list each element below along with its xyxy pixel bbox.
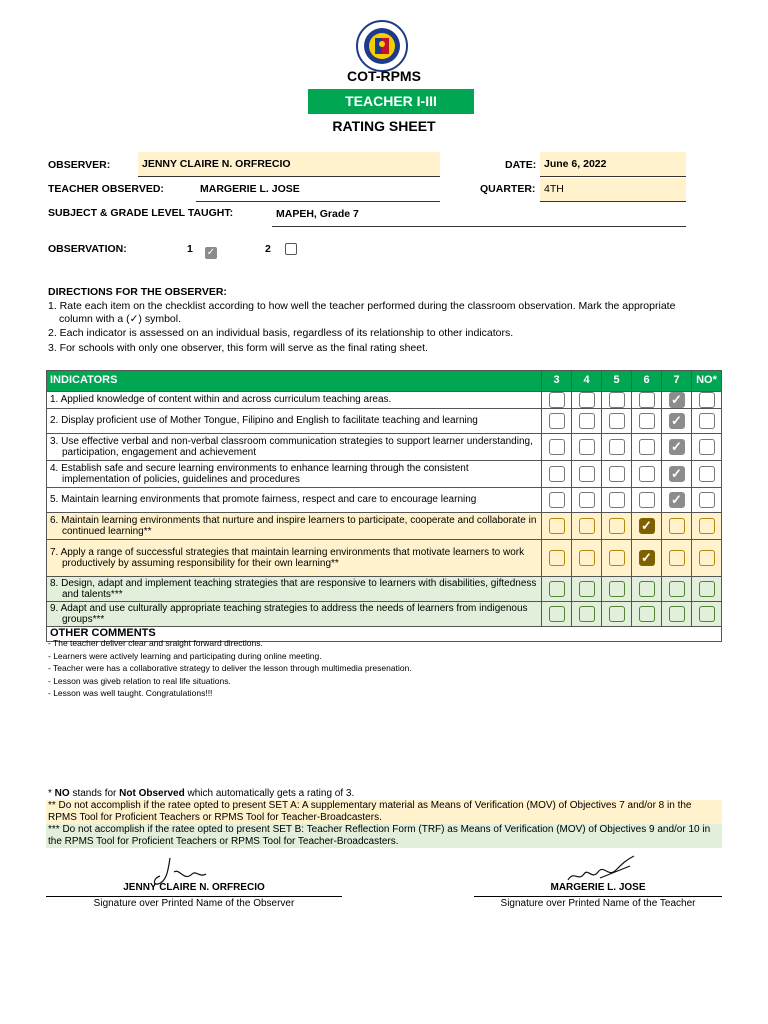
rating-cell[interactable] [662,488,692,513]
indicator-row [47,434,722,461]
rating-cell[interactable] [692,602,722,627]
rating-cell[interactable] [542,392,572,409]
rating-checkbox[interactable] [699,466,715,482]
col-header-7: 7 [662,371,692,392]
rating-cell[interactable] [692,392,722,409]
indicator-row [47,602,722,627]
rating-checkbox[interactable] [699,550,715,566]
rating-checkbox[interactable] [579,439,595,455]
quarter-label: QUARTER: [480,183,536,195]
check-icon[interactable]: ✓ [669,492,685,508]
rating-checkbox[interactable] [639,606,655,622]
rating-checkbox[interactable] [579,466,595,482]
deped-seal-logo [356,20,408,72]
rating-cell[interactable] [602,540,632,577]
comment-line: - Teacher were has a collaborative strategy to deliver the lesson through multimedia presenation. [48,663,412,673]
check-icon[interactable]: ✓ [639,550,655,566]
rating-cell[interactable] [602,513,632,540]
col-header-5: 5 [602,371,632,392]
observation-label: OBSERVATION: [48,243,127,255]
rating-cell[interactable] [692,513,722,540]
rating-cell[interactable] [692,488,722,513]
rating-cell[interactable] [542,577,572,602]
comment-line: - Lesson was giveb relation to real life situations. [48,675,231,686]
rating-checkbox[interactable] [669,606,685,622]
rating-checkbox[interactable] [639,392,655,408]
indicator-row [47,540,722,577]
rating-cell[interactable] [692,409,722,434]
rating-cell[interactable] [542,409,572,434]
rating-cell[interactable] [632,577,662,602]
observer-field[interactable]: JENNY CLAIRE N. ORFRECIO [138,152,440,177]
rating-cell[interactable] [602,434,632,461]
rating-checkbox[interactable] [699,518,715,534]
col-header-3: 3 [542,371,572,392]
rating-checkbox[interactable] [609,518,625,534]
indicator-row [47,513,722,540]
observer-printed-name: JENNY CLAIRE N. ORFRECIO [123,882,265,893]
indicator-row [47,577,722,602]
rating-cell[interactable] [662,577,692,602]
rating-checkbox[interactable] [549,392,565,408]
form-title: COT-RPMS [347,68,421,84]
rating-checkbox[interactable] [669,581,685,597]
rating-sheet-title: RATING SHEET [332,118,436,134]
indicator-text: 7. Apply a range of successful strategies that maintain learning environments that motivate learners to work productively by assuming responsibility for their own learning** [50,546,525,569]
footnotes [46,788,722,848]
indicator-row [47,392,722,409]
date-field[interactable]: June 6, 2022 [540,152,686,177]
direction-item: 3. For schools with only one observer, this form will serve as the final rating sheet. [48,342,428,354]
rating-checkbox[interactable] [609,466,625,482]
check-icon[interactable]: ✓ [669,392,685,408]
rating-cell[interactable] [572,540,602,577]
rating-checkbox[interactable] [549,550,565,566]
direction-item: 2. Each indicator is assessed on an individual basis, regardless of its relationship to other indicators. [48,326,514,339]
rating-cell[interactable] [572,513,602,540]
rating-cell[interactable] [542,602,572,627]
rating-checkbox[interactable] [609,439,625,455]
rating-checkbox[interactable] [549,492,565,508]
rating-checkbox[interactable] [639,581,655,597]
rating-checkbox[interactable] [699,392,715,408]
rating-cell[interactable] [542,434,572,461]
rating-checkbox[interactable] [579,518,595,534]
rating-cell[interactable] [602,409,632,434]
indicator-row [47,461,722,488]
rating-checkbox[interactable] [549,466,565,482]
rating-checkbox[interactable] [549,518,565,534]
rating-cell[interactable] [692,540,722,577]
rating-cell[interactable] [602,577,632,602]
directions-section [48,286,688,356]
rating-checkbox[interactable] [699,413,715,429]
check-icon[interactable]: ✓ [669,413,685,429]
rating-cell[interactable] [572,434,602,461]
rating-checkbox[interactable] [609,413,625,429]
footnote-set-a: ** Do not accomplish if the ratee opted to present SET A: A supplementary material as Means of Verification (MOV) of Objectives 7 and/or 8 in the RPMS Tool for Proficient Teachers or RPMS Tool for Teacher-Broadcasters. [46,800,722,824]
rating-checkbox[interactable] [579,392,595,408]
rating-checkbox[interactable] [549,606,565,622]
rating-cell[interactable] [662,409,692,434]
teacher-observed-field[interactable]: MARGERIE L. JOSE [196,178,440,202]
subject-label: SUBJECT & GRADE LEVEL TAUGHT: [48,207,234,219]
date-label: DATE: [505,159,537,171]
footnote-no: * NO stands for Not Observed which automatically gets a rating of 3. [48,788,355,799]
observation-1-label: 1 [187,243,193,255]
rating-checkbox[interactable] [639,492,655,508]
footnote-set-b: *** Do not accomplish if the ratee opted to present SET B: Teacher Reflection Form (TRF) as Means of Verification (MOV) of Objectives 9 and/or 10 in the RPMS Tool for Proficient Teachers or RPMS Tool for Teacher-Broadcasters. [46,824,722,848]
rating-checkbox[interactable] [639,439,655,455]
rating-cell[interactable] [542,461,572,488]
subject-field[interactable]: MAPEH, Grade 7 [272,203,686,227]
rating-checkbox[interactable] [579,413,595,429]
rating-cell[interactable] [692,434,722,461]
teacher-observed-label: TEACHER OBSERVED: [48,183,164,195]
rating-cell[interactable] [662,540,692,577]
check-icon[interactable]: ✓ [669,466,685,482]
check-icon[interactable]: ✓ [639,518,655,534]
rating-checkbox[interactable] [699,439,715,455]
rating-checkbox[interactable] [579,550,595,566]
observation-2-checkbox[interactable] [285,242,297,260]
rating-cell[interactable] [632,602,662,627]
observer-label: OBSERVER: [48,159,111,171]
indicator-text: 3. Use effective verbal and non-verbal classroom communication strategies to support learner understanding, participation, engagement and achievement [50,435,533,458]
teacher-level-banner: TEACHER I-III [308,89,474,114]
rating-cell[interactable] [662,434,692,461]
rating-cell[interactable] [542,488,572,513]
rating-checkbox[interactable] [609,606,625,622]
rating-cell[interactable] [662,392,692,409]
rating-checkbox[interactable] [579,606,595,622]
observation-2-label: 2 [265,243,271,255]
indicator-text: 1. Applied knowledge of content within and across curriculum teaching areas. [50,394,392,406]
rating-checkbox[interactable] [639,413,655,429]
rating-checkbox[interactable] [549,439,565,455]
rating-cell[interactable] [632,392,662,409]
comment-line: - The teacher deliver clear and sraight forward directions. [48,638,263,648]
direction-item: 1. Rate each item on the checklist according to how well the teacher performed during the classroom observation. Mark the appropriate column with a (✓) symbol. [48,299,676,325]
rating-checkbox[interactable] [609,581,625,597]
rating-cell[interactable] [572,409,602,434]
rating-checkbox[interactable] [669,518,685,534]
rating-checkbox[interactable] [549,581,565,597]
rating-cell[interactable] [602,461,632,488]
rating-cell[interactable] [632,461,662,488]
observer-signature-caption: Signature over Printed Name of the Observer [46,896,342,909]
comment-line: - Lesson was well taught. Congratulations!!! [48,688,213,698]
rating-checkbox[interactable] [669,550,685,566]
rating-cell[interactable] [572,392,602,409]
indicator-row [47,409,722,434]
col-header-6: 6 [632,371,662,392]
indicator-text: 5. Maintain learning environments that promote fairness, respect and care to encourage learning [50,494,477,506]
indicator-text: 6. Maintain learning environments that nurture and inspire learners to participate, cooperate and collaborate in continued learning** [50,514,537,537]
rating-checkbox[interactable] [609,492,625,508]
indicator-text: 8. Design, adapt and implement teaching strategies that are responsive to learners with disabilities, giftedness and talents*** [50,577,537,600]
rating-cell[interactable] [662,513,692,540]
indicator-text: 4. Establish safe and secure learning environments to enhance learning through the consistent implementation of policies, guidelines and procedures [50,462,469,485]
col-header-4: 4 [572,371,602,392]
rating-checkbox[interactable] [579,581,595,597]
check-icon[interactable]: ✓ [669,439,685,455]
rating-cell[interactable] [632,409,662,434]
rating-checkbox[interactable] [639,466,655,482]
rating-cell[interactable] [662,461,692,488]
rating-checkbox[interactable] [699,492,715,508]
rating-checkbox[interactable] [609,550,625,566]
rating-cell[interactable] [572,488,602,513]
rating-cell[interactable] [572,602,602,627]
teacher-signature-caption: Signature over Printed Name of the Teacher [474,896,722,909]
comments-list [48,637,648,700]
rating-cell[interactable] [632,488,662,513]
indicators-header: INDICATORS [47,371,542,392]
rating-checkbox[interactable] [609,392,625,408]
comments-header: OTHER COMMENTS [47,627,722,642]
rating-cell[interactable] [602,602,632,627]
rating-cell[interactable] [662,602,692,627]
rating-cell[interactable] [572,577,602,602]
rating-cell[interactable] [632,434,662,461]
rating-cell[interactable] [602,488,632,513]
indicator-text: 9. Adapt and use culturally appropriate teaching strategies to address the needs of learners from indigenous groups*** [50,602,528,625]
check-icon: ✓ [206,247,216,258]
rating-cell[interactable] [602,392,632,409]
rating-cell[interactable] [692,577,722,602]
rating-cell[interactable] [632,540,662,577]
rating-checkbox[interactable] [699,606,715,622]
rating-checkbox[interactable] [699,581,715,597]
indicator-text: 2. Display proficient use of Mother Tongue, Filipino and English to facilitate teaching and learning [50,415,478,427]
rating-cell[interactable] [572,461,602,488]
rating-checkbox[interactable] [579,492,595,508]
observation-1-checkbox[interactable] [205,242,217,260]
indicators-table [46,370,722,642]
directions-heading: DIRECTIONS FOR THE OBSERVER: [48,286,227,298]
rating-cell[interactable] [632,513,662,540]
teacher-printed-name: MARGERIE L. JOSE [550,882,646,893]
col-header-no: NO* [692,371,722,392]
table-header-row [47,371,722,392]
rating-cell[interactable] [692,461,722,488]
rating-cell[interactable] [542,540,572,577]
indicator-row [47,488,722,513]
rating-checkbox[interactable] [549,413,565,429]
rating-cell[interactable] [542,513,572,540]
quarter-field[interactable]: 4TH [540,178,686,202]
comment-line: - Learners were actively learning and participating during online meeting. [48,650,322,661]
